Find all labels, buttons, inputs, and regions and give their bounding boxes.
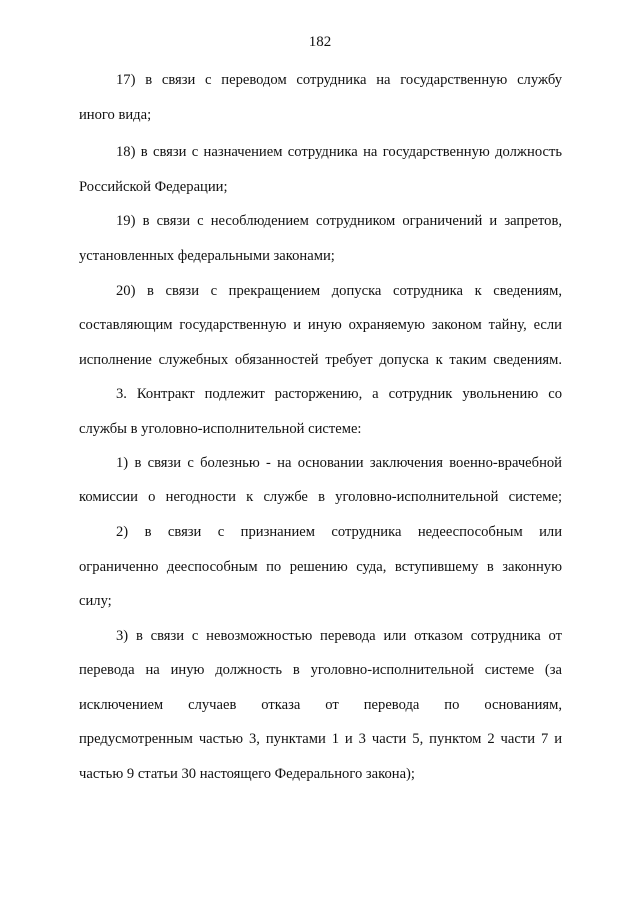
text-line: 3. Контракт подлежит расторжению, а сотрудник увольнению со — [116, 386, 562, 402]
text-line: 17) в связи с переводом сотрудника на государственную службу — [116, 72, 562, 88]
text-line: составляющим государственную и иную охраняемую законом тайну, если — [79, 317, 562, 333]
text-line: 1) в связи с болезнью - на основании заключения военно-врачебной — [116, 455, 562, 471]
text-line: комиссии о негодности к службе в уголовно-исполнительной системе; — [79, 489, 562, 505]
text-line: 19) в связи с несоблюдением сотрудником ограничений и запретов, — [116, 213, 562, 229]
text-line: 18) в связи с назначением сотрудника на государственную должность — [116, 144, 562, 160]
page-number: 182 — [308, 34, 332, 50]
text-line: 20) в связи с прекращением допуска сотрудника к сведениям, — [116, 283, 562, 299]
text-line: иного вида; — [79, 107, 152, 123]
text-line: ограниченно дееспособным по решению суда, вступившему в законную — [79, 559, 562, 575]
text-line: службы в уголовно-исполнительной системе: — [79, 421, 362, 437]
text-line: предусмотренным частью 3, пунктами 1 и 3 части 5, пунктом 2 части 7 и — [79, 731, 562, 747]
text-line: силу; — [79, 593, 112, 609]
text-line: исполнение служебных обязанностей требует допуска к таким сведениям. — [79, 352, 562, 368]
text-line: исключением случаев отказа от перевода по основаниям, — [79, 697, 562, 713]
text-line: Российской Федерации; — [79, 179, 228, 195]
text-line: 3) в связи с невозможностью перевода или отказом сотрудника от — [116, 628, 562, 644]
text-line: перевода на иную должность в уголовно-исполнительной системе (за — [79, 662, 562, 678]
text-line: 2) в связи с признанием сотрудника недееспособным или — [116, 524, 562, 540]
text-line: установленных федеральными законами; — [79, 248, 335, 264]
text-line: частью 9 статьи 30 настоящего Федерального закона); — [79, 766, 415, 782]
